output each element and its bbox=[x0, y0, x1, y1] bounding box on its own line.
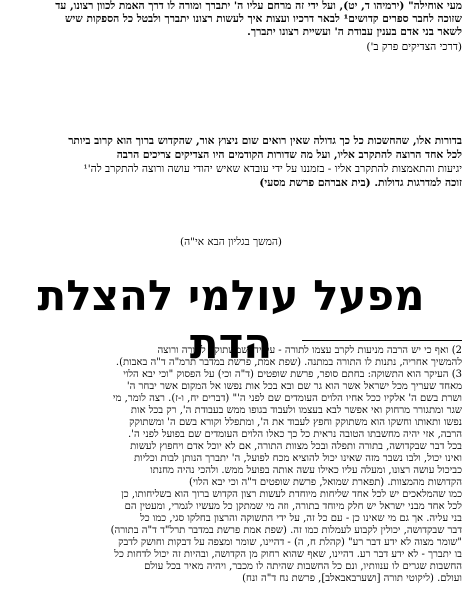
middle-passage-line: זוכה למדרגות גדולות. (בית אברהם פרשת מסעי) bbox=[259, 177, 462, 189]
footnote-line: ועולם. (ליקוטי תורה [ושערבאבאלב], פרשת נח ד"ה ונח) bbox=[242, 573, 462, 584]
top-passage-line: שזוכה לחבר ספרים קדושים¹ לבאר דרכיו ועצות איך לעשות רצונו יתברך ולבטל כל הספקות שיש bbox=[65, 13, 462, 25]
footnotes bbox=[0, 345, 462, 600]
middle-passage-line: לכל אחד הרוצה להתקרב אליו, ועל מה שדורות הקודמים היו הצדיקים צריכים הרבה bbox=[116, 149, 462, 161]
footnote-line: ואינו יכול, ולבו נשבר מזה שאינו יכול להוציא מכח לפועל, ה' יתברך הנותן לבות וכליות bbox=[133, 453, 462, 464]
footnote-line: ושרת בשם ה' אלקיו ככל אחיו הלוים העומדים שם לפני ה'" (דברים יח, ו-ז). רצה לומר, מי bbox=[112, 393, 462, 404]
footnote-line: בני עליה. אך גם מי שאינו כן - עם כל זה, על ידי התשוקה והרצון בחלקו סגי, כמו כל bbox=[140, 513, 462, 524]
footnote-divider bbox=[302, 340, 462, 341]
middle-passage-line: בדורות אלו, שהחשכות כל כך גדולה שאין רואים שום ניצוץ אור, שהקדוש ברוך הוא קרוב ביותר bbox=[68, 135, 462, 147]
middle-passage-line: יגיעות והתאמצות להתקרב אליו - בזמננו על ידי עובדא שאיש יהודי עושה ורוצה להתקרב לה'¹ bbox=[83, 163, 462, 175]
footnote-line: להמשיך אחריה, נתנות לו התורה במתנה. (שפת אמת, פרשת במדבר תרמ"ה ד"ה באבות). bbox=[115, 357, 462, 368]
footnote-line: דבר שבקדושה, יכולין לקבוע לעמלות כמו זה. (שפת אמת פרשת במדבר תרל"ד ד"ה בתורה) bbox=[110, 525, 462, 536]
footnote-line: מאחד שעריך מכל ישראל אשר הוא גר שם ובא בכל אות נפשו אל המקום אשר יבחר ה' bbox=[126, 381, 462, 392]
footnote-line: החשבות שגרים לו ענוותיו, ונם כל החשבות שהיתה לו מכבר, ויהיה מאיר בכל עולם bbox=[144, 561, 462, 572]
top-passage bbox=[0, 0, 462, 118]
page-title: מפעל עולמי להצלת הדת bbox=[37, 271, 425, 368]
footnote-line: כביכול עושה רצונו, ומעלה עליו כאילו עשה אותה בפועל ממש. ולהכי נהיה מחנתו bbox=[150, 465, 462, 476]
middle-passage bbox=[0, 135, 462, 217]
footnote-line: בכל דבר שבקדושה, בתורה ותפלה ובכל מצוות התורה, אם לא יוכל אדם ויחפוץ לעשות bbox=[130, 441, 462, 452]
footnote-line: 3) העיקר הוא התשוקה: בחתם סופר, פרשת שופטים (ד"ה וכי) על הפסוק "וכי יבא הלוי bbox=[123, 369, 462, 380]
footnote-line: לכל אחד מבני ישראל יש חלק מיוחד בתורה, וזה מי שמתקן כל מעשיו לגמרי, ומעטין הם bbox=[124, 501, 462, 512]
footnote-line: "שומר מצוה לא ידע דבר רע" (קהלת ח, ה) - דהיינו, שומר ומצפה על דבקות וחושק לדבק bbox=[118, 537, 462, 548]
footnote-line: הרבה, אזי יהיה מחשבתו הטובה נראית כל כך כאלו הלוים העומדים שם בפועל לפני ה'. bbox=[128, 429, 462, 440]
top-passage-line: לשאר בני אדם בענין עבודת ה' ועשיית רצונו יתברך. bbox=[247, 26, 462, 38]
top-passage-line: מעי אוחילה" (ירמיהו ד, יט), ועל ידי זה מרחם עליו ה' יתברך ומורה לו דרך האמת לכוון רצונו, עד bbox=[55, 0, 462, 12]
footnote-line: נפשו ותאותו וחשקו הוא משתוקק וחפץ לעבוד את ה', ומתפלל וקורא בשם ה' ומשתוקק bbox=[129, 417, 462, 428]
footnote-line: הקדושות מהמצוות. (תפארת שמואל, פרשת שופטים ד"ה וכי יבא הלוי) bbox=[188, 477, 462, 488]
continued-note: (המשך בגליון הבא אי"ה) bbox=[180, 236, 282, 248]
top-passage-source: (דרכי הצדיקים פרק ב') bbox=[366, 41, 462, 53]
footnote-line: שגר ומתגורר מרחוק ואי אפשר לבא בעצמו ולעבוד בגופו ממש בעבודת ה', רק בכל אות bbox=[130, 405, 462, 416]
footnote-line: 2) ואף כי יש הרבה מניעות לקרב עצמו לתורה - על ידי שמשתוקק לתורה ורוצה bbox=[157, 345, 462, 356]
footnote-line: בו יתברך - לא ידע דבר רע. דהיינו, שאף שהוא רחוק מן הקדושה, ובהיות זה יכול לדחות כל bbox=[114, 549, 462, 560]
footnote-line: כמו שהמלאכים יש לכל אחד שליחות מיוחדת לעשות רצון הקדוש ברוך הוא בשליחותו, כן bbox=[121, 489, 462, 500]
